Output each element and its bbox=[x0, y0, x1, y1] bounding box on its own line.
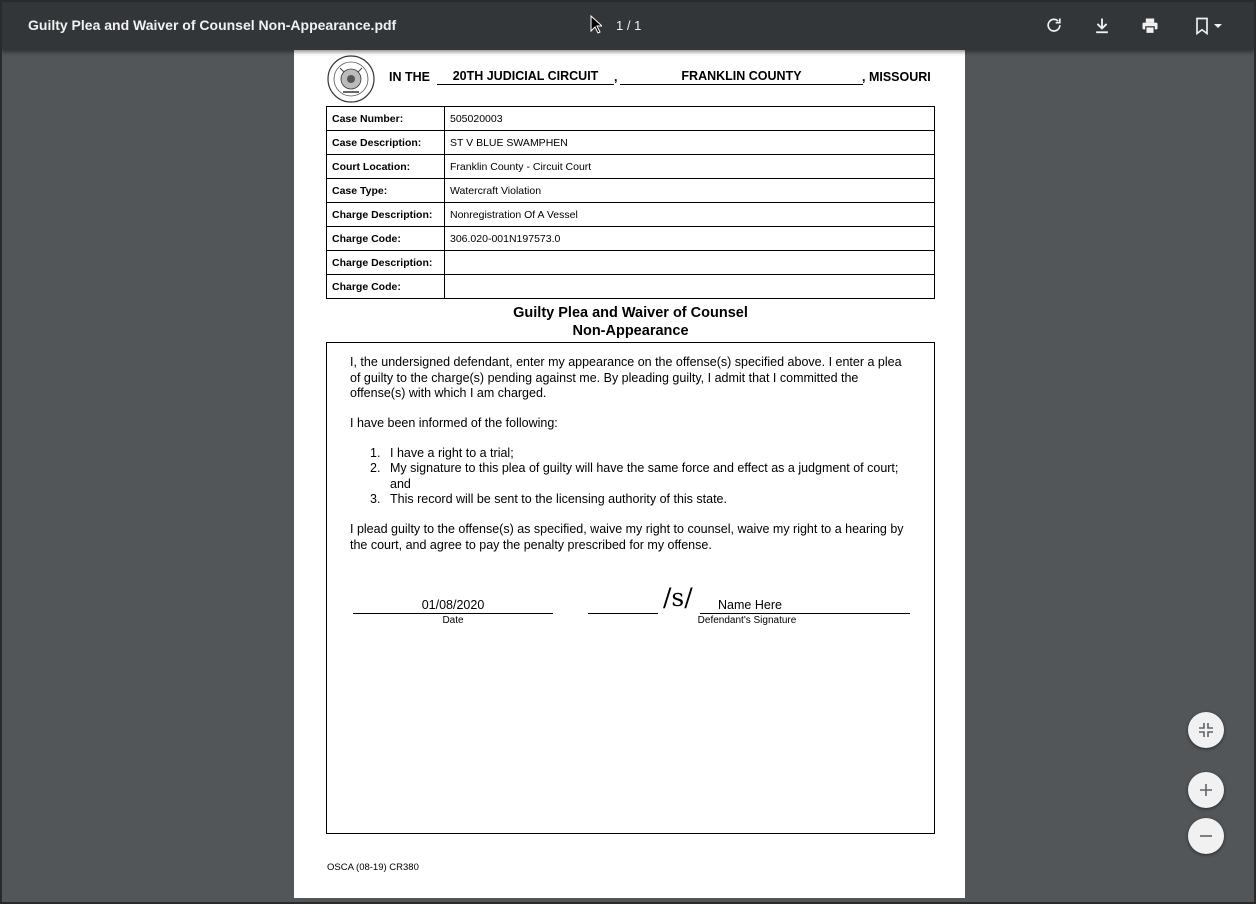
fit-to-page-icon bbox=[1198, 722, 1214, 738]
signature-line-right bbox=[700, 613, 910, 614]
row-label: Case Type: bbox=[327, 179, 445, 203]
defendant-name: Name Here bbox=[718, 598, 782, 612]
waiver-paragraph: I plead guilty to the offense(s) as specified, waive my right to counsel, waive my right to a hearing by the court, and agree to pay the penalty prescribed for my offense. bbox=[350, 522, 904, 552]
row-label: Court Location: bbox=[327, 155, 445, 179]
file-title: Guilty Plea and Waiver of Counsel Non-Appearance.pdf bbox=[28, 17, 397, 33]
signature-line-left bbox=[588, 613, 658, 614]
chevron-down-icon bbox=[1212, 20, 1224, 32]
row-label: Charge Code: bbox=[327, 227, 445, 251]
rotate-button[interactable] bbox=[1042, 14, 1066, 38]
missouri-seal-icon bbox=[326, 54, 376, 104]
download-button[interactable] bbox=[1090, 14, 1114, 38]
pdf-page bbox=[294, 50, 965, 898]
table-row bbox=[327, 275, 935, 299]
row-label: Case Description: bbox=[327, 131, 445, 155]
row-value: Watercraft Violation bbox=[445, 179, 935, 203]
zoom-out-icon bbox=[1198, 828, 1214, 844]
case-info-table bbox=[326, 106, 935, 299]
row-value: ST V BLUE SWAMPHEN bbox=[445, 131, 935, 155]
row-value bbox=[445, 275, 935, 299]
circuit-underline bbox=[437, 84, 614, 85]
row-value: Nonregistration Of A Vessel bbox=[445, 203, 935, 227]
date-caption: Date bbox=[442, 615, 464, 626]
zoom-out-button[interactable] bbox=[1188, 818, 1224, 854]
informed-paragraph: I have been informed of the following: bbox=[350, 416, 558, 430]
court-header bbox=[326, 50, 936, 102]
table-row bbox=[327, 107, 935, 131]
header-prefix: IN THE bbox=[389, 70, 430, 84]
table-row bbox=[327, 251, 935, 275]
zoom-in-button[interactable] bbox=[1188, 772, 1224, 808]
mouse-cursor-icon bbox=[590, 15, 602, 35]
page-indicator[interactable]: 1 / 1 bbox=[616, 18, 642, 33]
bookmark-icon bbox=[1192, 16, 1212, 36]
date-value: 01/08/2020 bbox=[421, 598, 485, 612]
viewer-toolbar bbox=[2, 2, 1254, 50]
form-title-line1: Guilty Plea and Waiver of Counsel bbox=[513, 305, 748, 321]
signature-caption: Defendant's Signature bbox=[697, 615, 797, 626]
row-label: Case Number: bbox=[327, 107, 445, 131]
county-underline bbox=[620, 84, 863, 85]
row-value: 306.020-001N197573.0 bbox=[445, 227, 935, 251]
plea-paragraph: I, the undersigned defendant, enter my appearance on the offense(s) specified above. I enter a plea of guilty to the charge(s) pending against me. By pleading guilty, I admit that I committed the offense(s) with which I am charged. bbox=[350, 355, 902, 400]
list-text: I have a right to a trial; bbox=[390, 446, 514, 460]
list-text: This record will be sent to the licensing authority of this state. bbox=[390, 492, 727, 506]
date-line bbox=[353, 613, 553, 614]
electronic-signature-mark: /s/ bbox=[663, 583, 693, 612]
table-row bbox=[327, 227, 935, 251]
list-number: 1. bbox=[370, 446, 381, 460]
form-code: OSCA (08-19) CR380 bbox=[327, 862, 419, 873]
form-title bbox=[326, 304, 935, 340]
print-button[interactable] bbox=[1138, 14, 1162, 38]
fit-to-page-button[interactable] bbox=[1188, 712, 1224, 748]
list-text: My signature to this plea of guilty will have the same force and effect as a judgment of court; and bbox=[390, 461, 899, 491]
row-label: Charge Code: bbox=[327, 275, 445, 299]
plea-body bbox=[326, 342, 935, 834]
print-icon bbox=[1140, 16, 1160, 36]
list-number: 3. bbox=[370, 492, 381, 506]
rotate-icon bbox=[1044, 16, 1064, 36]
zoom-in-icon bbox=[1198, 782, 1214, 798]
header-state: , MISSOURI bbox=[862, 70, 931, 84]
row-value: Franklin County - Circuit Court bbox=[445, 155, 935, 179]
table-row bbox=[327, 131, 935, 155]
list-number: 2. bbox=[370, 461, 381, 475]
bookmark-menu-button[interactable] bbox=[1188, 14, 1228, 38]
table-row bbox=[327, 179, 935, 203]
table-row bbox=[327, 203, 935, 227]
county-name: FRANKLIN COUNTY bbox=[681, 69, 802, 83]
row-label: Charge Description: bbox=[327, 203, 445, 227]
row-label: Charge Description: bbox=[327, 251, 445, 275]
form-title-line2: Non-Appearance bbox=[572, 323, 689, 339]
download-icon bbox=[1092, 16, 1112, 36]
row-value: 505020003 bbox=[445, 107, 935, 131]
header-separator: , bbox=[614, 70, 618, 84]
circuit-name: 20TH JUDICIAL CIRCUIT bbox=[452, 69, 599, 83]
row-value bbox=[445, 251, 935, 275]
table-row bbox=[327, 155, 935, 179]
